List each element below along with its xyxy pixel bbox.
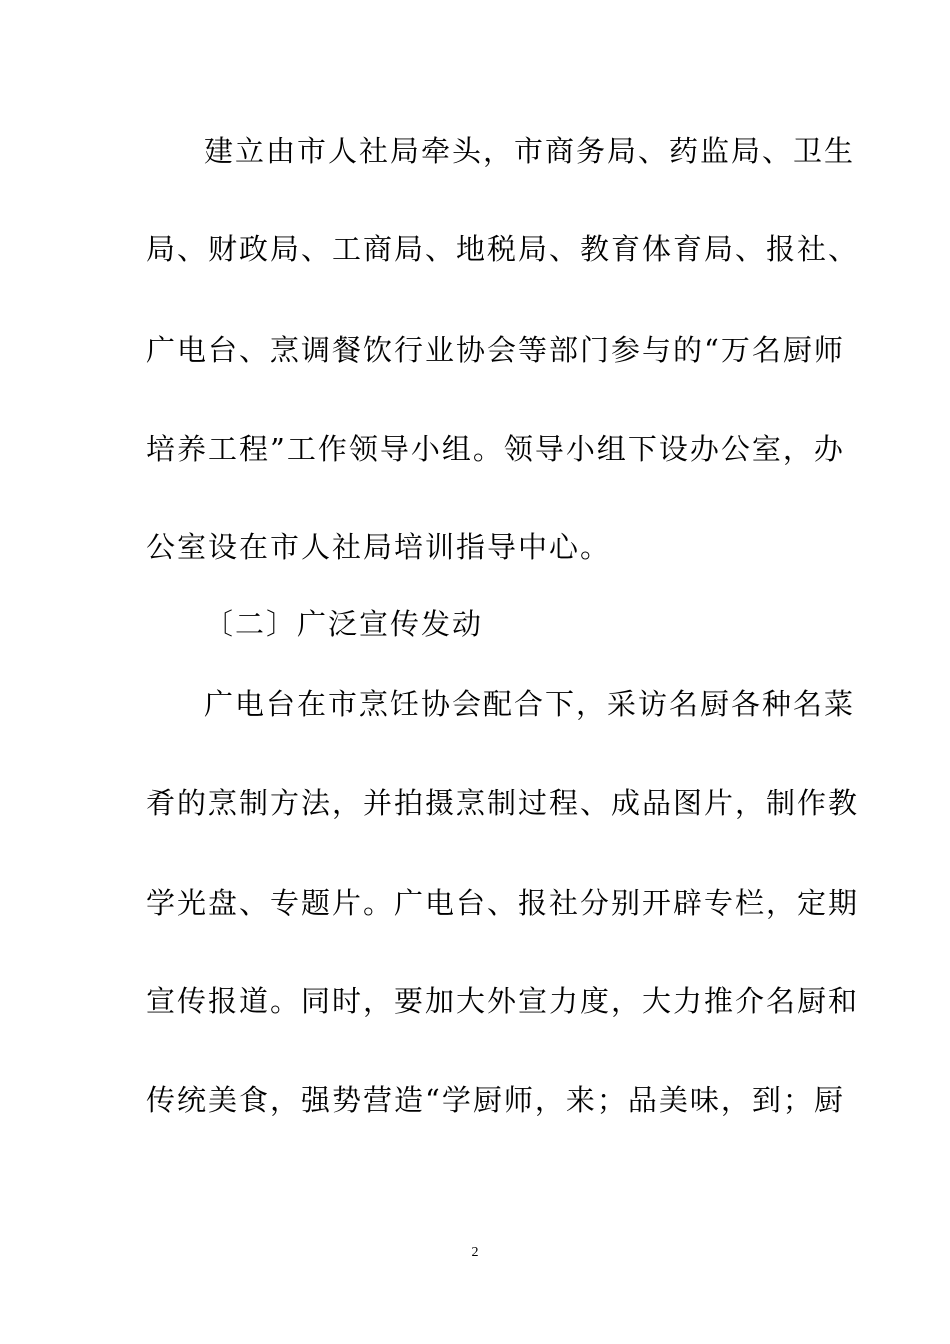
paragraph-1-line-2: 局、财政局、工商局、地税局、教育体育局、报社、 — [146, 232, 860, 266]
paragraph-2-line-2: 肴的烹制方法，并拍摄烹制过程、成品图片，制作教 — [146, 786, 860, 820]
section-heading-2: 〔二〕广泛宣传发动 — [204, 607, 484, 641]
page-number: 2 — [471, 1245, 479, 1260]
paragraph-1-line-5: 公室设在市人社局培训指导中心。 — [146, 530, 612, 564]
paragraph-1-line-3: 广电台、烹调餐饮行业协会等部门参与的“万名厨师 — [146, 333, 845, 367]
paragraph-2-line-4: 宣传报道。同时，要加大外宣力度，大力推介名厨和 — [146, 984, 860, 1018]
paragraph-2-line-1: 广电台在市烹饪协会配合下，采访名厨各种名菜 — [204, 687, 856, 721]
paragraph-2-line-3: 学光盘、专题片。广电台、报社分别开辟专栏，定期 — [146, 886, 860, 920]
paragraph-1-line-4: 培养工程”工作领导小组。领导小组下设办公室，办 — [146, 432, 845, 466]
paragraph-2-line-5: 传统美食，强势营造“学厨师，来；品美味，到；厨 — [146, 1083, 845, 1117]
paragraph-1-line-1: 建立由市人社局牵头，市商务局、药监局、卫生 — [204, 134, 856, 168]
